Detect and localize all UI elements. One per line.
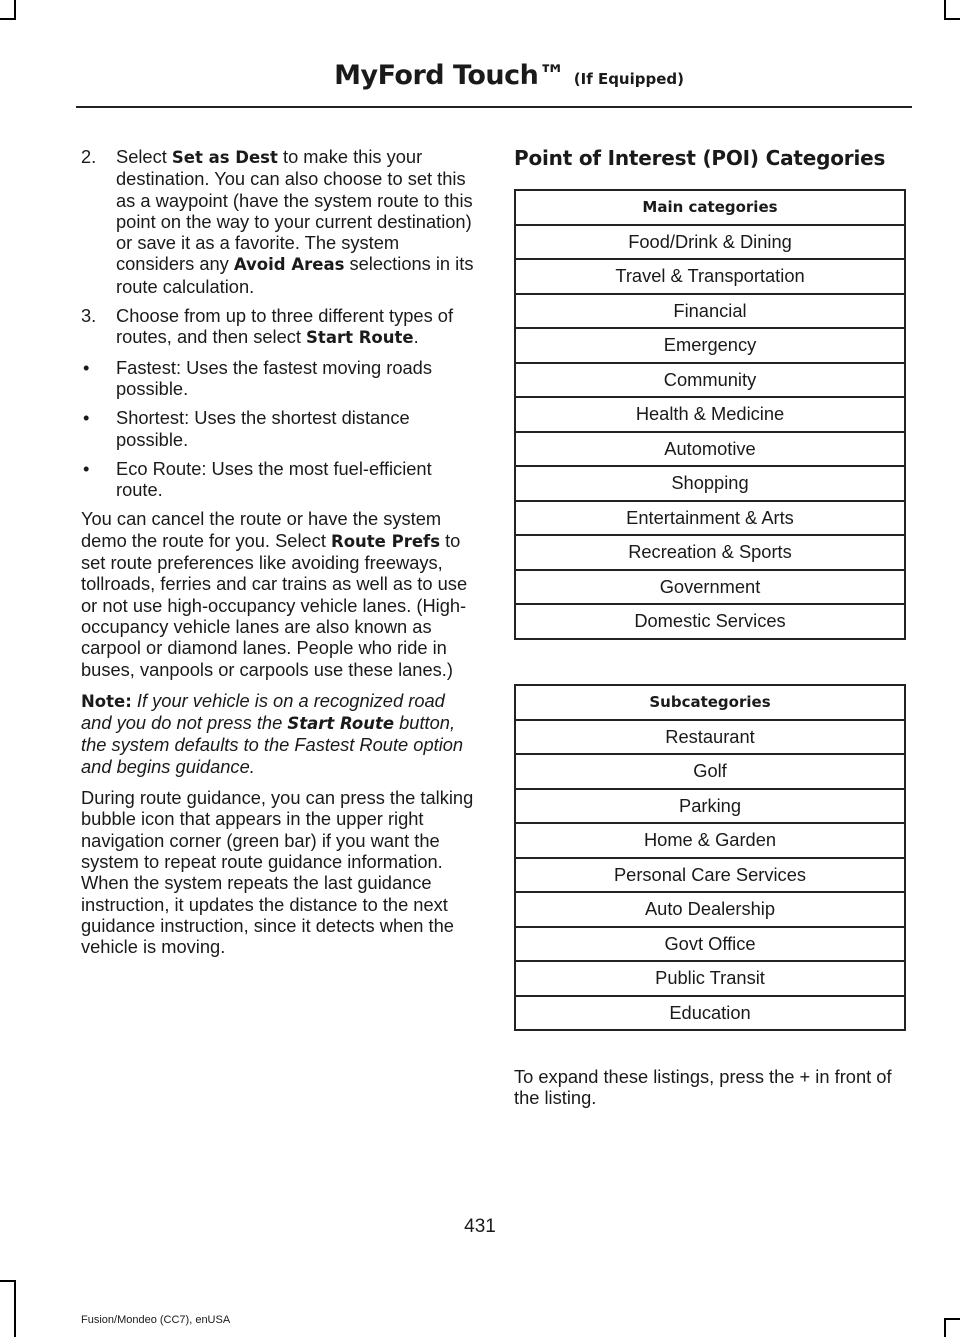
bullet-item <box>81 458 475 501</box>
bullet-text: Fastest: Uses the fastest moving roads possible. <box>116 356 432 399</box>
left-column <box>81 146 475 967</box>
table-cell: Financial <box>515 294 905 329</box>
keyword-avoid-areas: Avoid Areas <box>233 255 345 275</box>
table-row <box>515 432 905 467</box>
crop-mark <box>14 1280 16 1337</box>
table-row <box>515 570 905 605</box>
bullet-item <box>81 407 475 450</box>
table-row <box>515 789 905 824</box>
table-cell: Community <box>515 363 905 398</box>
page-header <box>76 60 912 108</box>
table-cell: Restaurant <box>515 720 905 755</box>
bullet-glyph: • <box>83 356 90 378</box>
table-cell: Government <box>515 570 905 605</box>
crop-mark <box>944 1318 946 1337</box>
table-row <box>515 892 905 927</box>
step-text: Choose from up to three different types of routes, and then select <box>116 305 454 348</box>
step-text: selections in its route calculation. <box>116 253 474 297</box>
table-row <box>515 328 905 363</box>
keyword-start-route: Start Route <box>306 328 414 348</box>
keyword-start-route: Start Route <box>287 714 395 734</box>
step-text: Select <box>116 146 172 167</box>
table-cell: Home & Garden <box>515 823 905 858</box>
table-row <box>515 466 905 501</box>
table-cell: Domestic Services <box>515 604 905 639</box>
crop-mark <box>0 18 16 20</box>
right-column <box>514 146 906 170</box>
page-number: 431 <box>464 1216 496 1237</box>
subcategories-table <box>514 684 906 1031</box>
step-2 <box>81 146 475 297</box>
table-cell: Govt Office <box>515 927 905 962</box>
table-header: Subcategories <box>515 685 905 720</box>
keyword-route-prefs: Route Prefs <box>330 531 441 551</box>
crop-mark <box>944 1318 960 1320</box>
table-cell: Travel & Transportation <box>515 259 905 294</box>
step-number: 3. <box>81 305 97 327</box>
table-row <box>515 961 905 996</box>
paragraph-route-prefs <box>81 508 475 679</box>
keyword-set-as-dest: Set as Dest <box>171 148 278 167</box>
table-cell: Health & Medicine <box>515 397 905 432</box>
note-text: button, the system defaults to the Fastest Route option and begins guidance. <box>81 712 464 777</box>
bullet-text: Eco Route: Uses the most fuel-efficient route. <box>116 457 432 501</box>
step-text: to make this your destination. You can also choose to set this as a waypoint (have the system route to this point on the way to your current destination) or save it as a favorite. The system considers any <box>116 146 473 275</box>
table-cell: Personal Care Services <box>515 858 905 893</box>
bullet-text: Shortest: Uses the shortest distance possible. <box>116 407 410 450</box>
table-row <box>515 996 905 1031</box>
table-cell: Golf <box>515 754 905 789</box>
crop-mark <box>14 0 16 20</box>
table-cell: Food/Drink & Dining <box>515 225 905 260</box>
bullet-glyph: • <box>83 457 90 479</box>
table-cell: Public Transit <box>515 961 905 996</box>
page-title-main: MyFord Touch™ <box>334 60 565 91</box>
table-row <box>515 754 905 789</box>
table-row <box>515 294 905 329</box>
crop-mark <box>0 1280 16 1282</box>
note <box>81 690 475 777</box>
table-cell: Education <box>515 996 905 1031</box>
step-number: 2. <box>81 146 97 167</box>
table-row <box>515 604 905 639</box>
table-row <box>515 225 905 260</box>
table-header-row <box>515 685 905 720</box>
table-cell: Automotive <box>515 432 905 467</box>
table-row <box>515 501 905 536</box>
table-row <box>515 927 905 962</box>
page-title-subtitle: (If Equipped) <box>573 70 684 88</box>
table-row <box>515 823 905 858</box>
table-header: Main categories <box>515 190 905 225</box>
step-text: . <box>413 326 419 348</box>
table-cell: Recreation & Sports <box>515 535 905 570</box>
table-cell: Auto Dealership <box>515 892 905 927</box>
expand-instructions: To expand these listings, press the + in front of the listing. <box>514 1066 892 1109</box>
crop-mark <box>944 18 960 20</box>
table-header-row <box>515 190 905 225</box>
step-3 <box>81 305 475 349</box>
table-row <box>515 535 905 570</box>
note-text: If your vehicle is on a recognized road and you do not press the <box>81 689 445 734</box>
page-title <box>334 60 684 91</box>
note-label: Note: <box>81 691 132 711</box>
table-row <box>515 397 905 432</box>
bullet-item <box>81 357 475 400</box>
section-title: Point of Interest (POI) Categories <box>514 146 886 170</box>
table-cell: Shopping <box>515 466 905 501</box>
footer-model: Fusion/Mondeo (CC7), enUSA <box>81 1314 231 1326</box>
crop-mark <box>944 0 946 20</box>
table-cell: Parking <box>515 789 905 824</box>
paragraph-text: You can cancel the route or have the system demo the route for you. Select <box>81 508 442 551</box>
table-row <box>515 858 905 893</box>
bullet-glyph: • <box>83 407 90 429</box>
table-row <box>515 720 905 755</box>
paragraph-text: to set route preferences like avoiding freeways, tollroads, ferries and car trains as well as to use or not use high-occupancy vehicle lanes. (High-occupancy vehicle lanes are also known as carpool or diamond lanes. People who ride in buses, vanpools or carpools use these lanes.) <box>81 529 468 680</box>
paragraph-route-guidance: During route guidance, you can press the talking bubble icon that appears in the upper right navigation corner (green bar) if you want the system to repeat route guidance information. When the system repeats the last guidance instruction, it updates the distance to the next guidance instruction, since it detects when the vehicle is moving. <box>81 787 474 958</box>
table-cell: Entertainment & Arts <box>515 501 905 536</box>
main-categories-table <box>514 189 906 640</box>
table-cell: Emergency <box>515 328 905 363</box>
table-row <box>515 259 905 294</box>
table-row <box>515 363 905 398</box>
